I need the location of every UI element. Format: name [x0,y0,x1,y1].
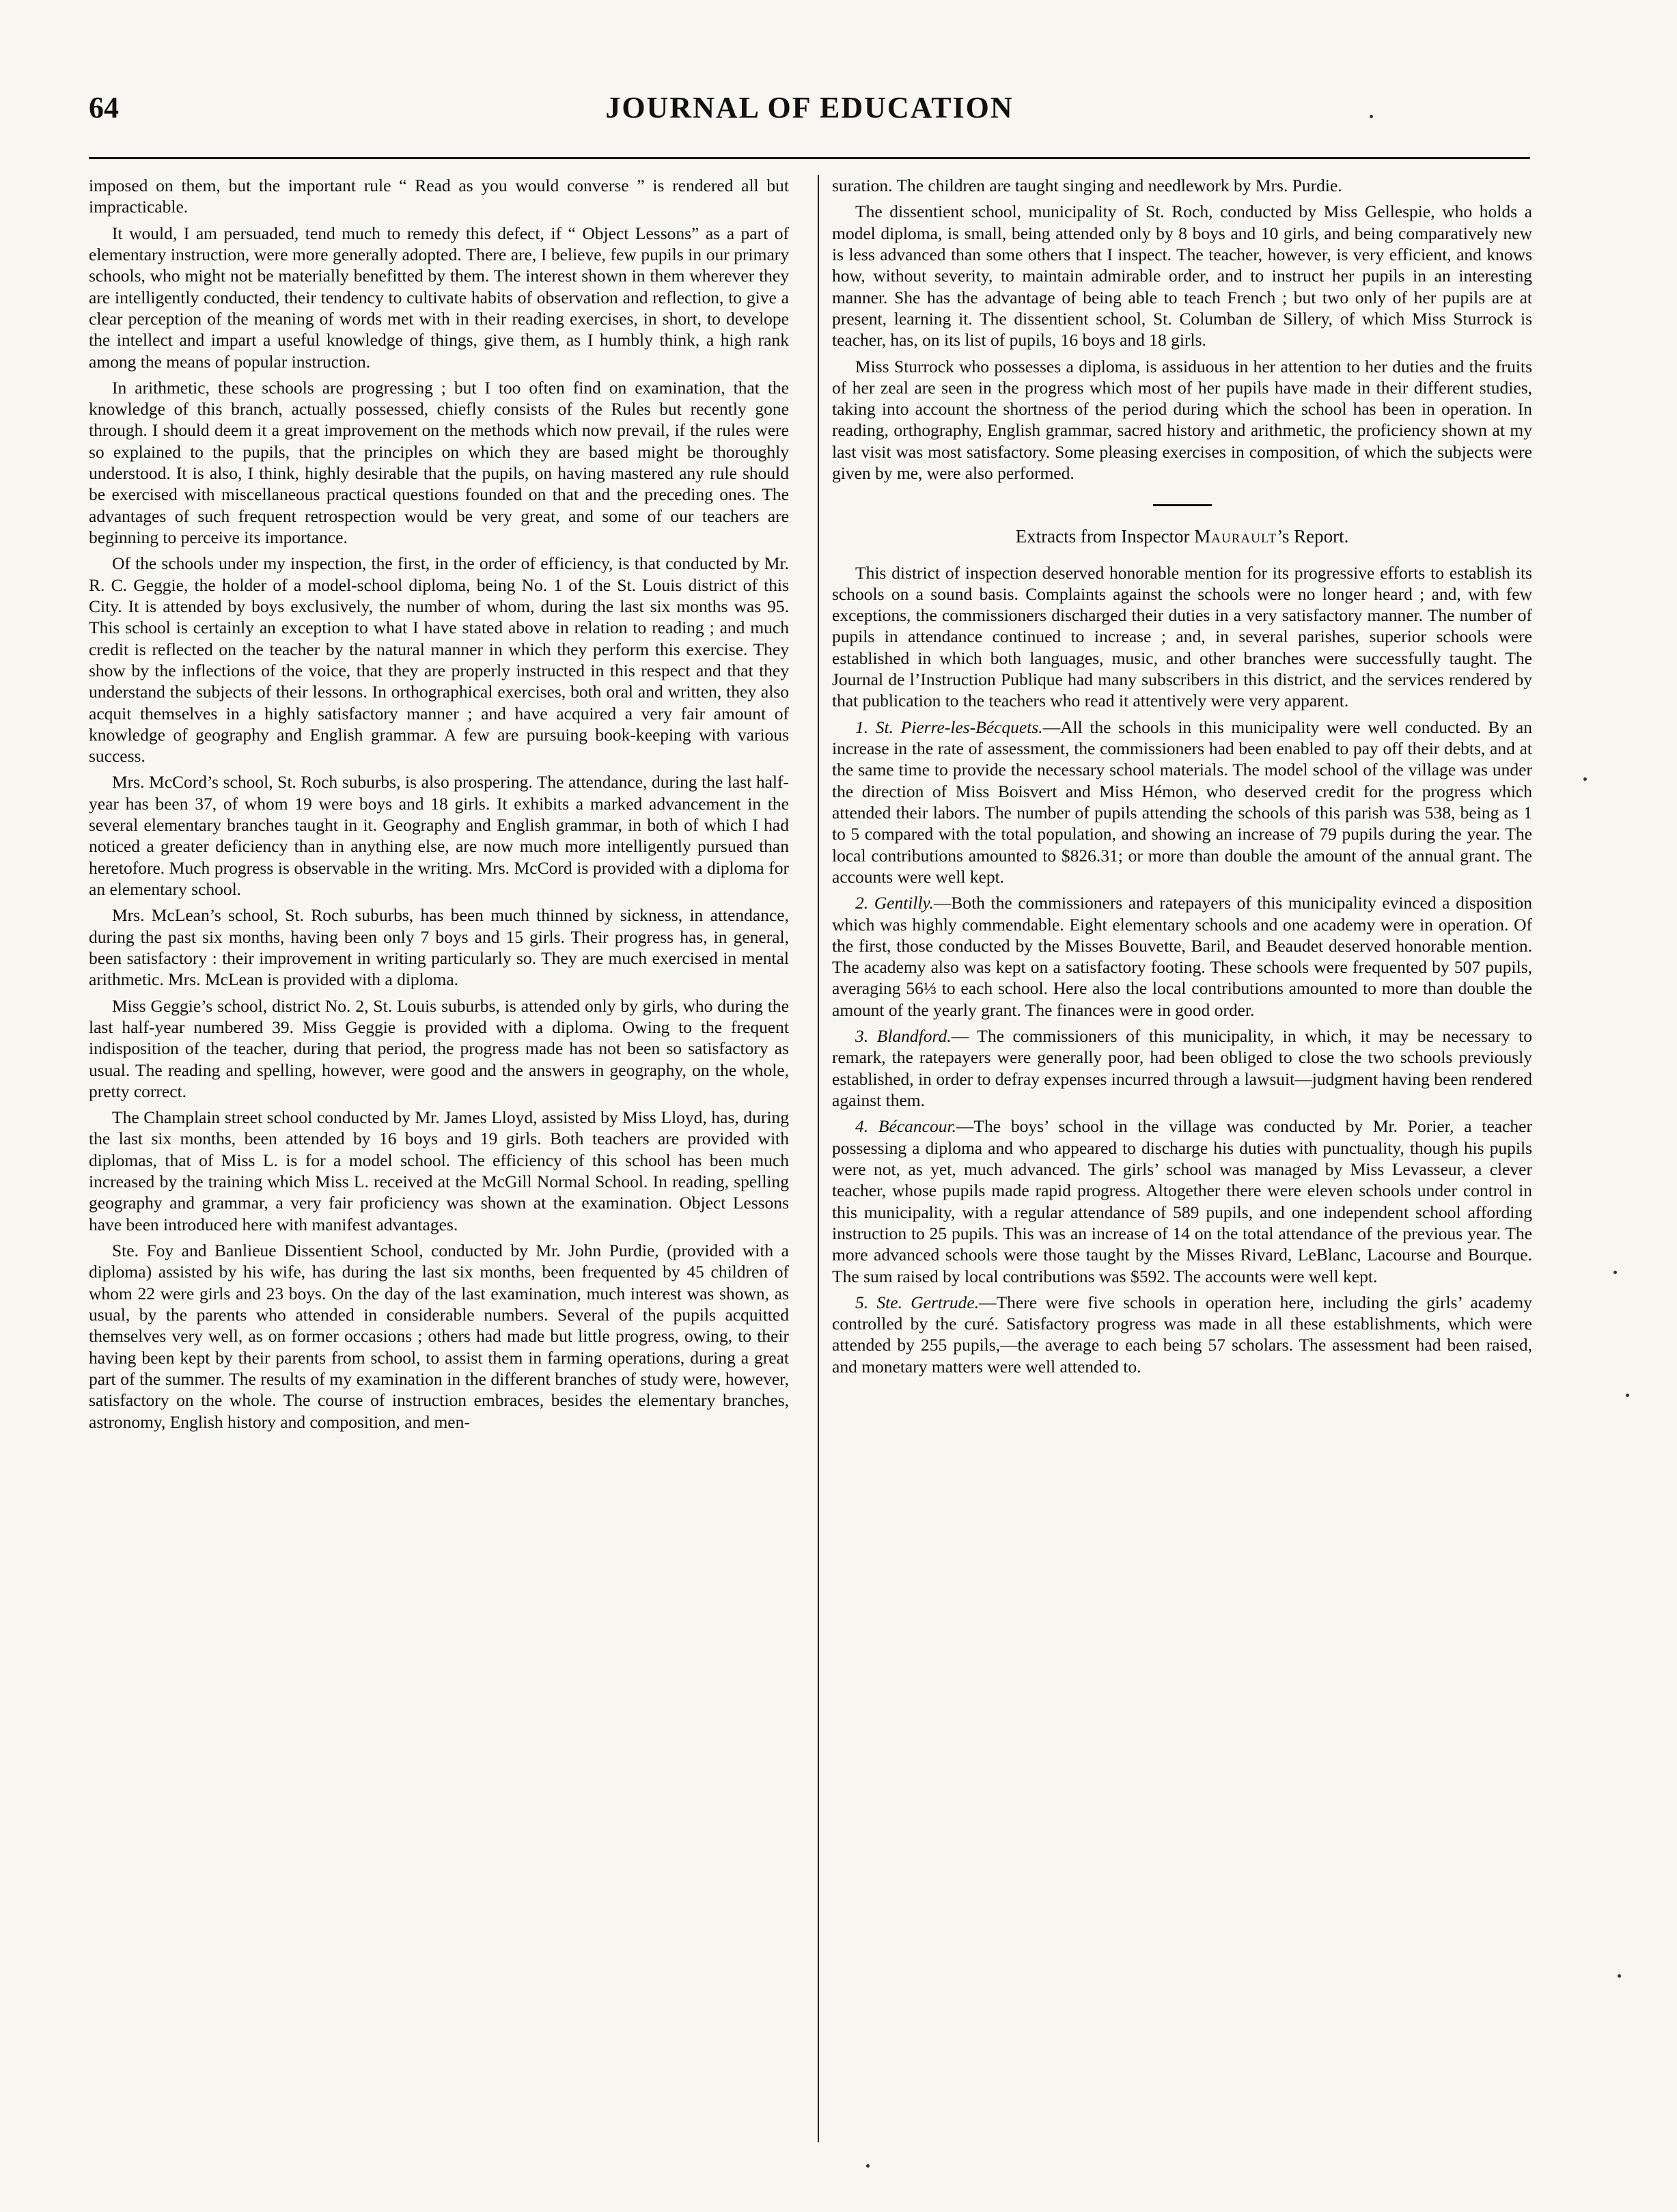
running-title: JOURNAL OF EDUCATION [605,91,1014,124]
paragraph-text: This district of inspection deserved honorable mention for its progressive efforts to establish its schools on a sound basis. Complaints against the schools were no longer heard ; and, with few exceptions, the commissioners discharged their duties in a very satisfactory manner. The number of pupils in attendance continued to increase ; and, in several parishes, superior schools were established in which both languages, music, and other branches were successfully taught. The Journal de l’Instruction Publique had many subscribers in this district, and the services rendered by that publication to the teachers who read it attentively were very apparent. [832,562,1532,711]
print-speck [1583,777,1587,781]
right-column [832,175,1532,1382]
paragraph: imposed on them, but the important rule “ Read as you would converse ” is rendered all but impracticable. [89,176,789,217]
numbered-paragraph [832,1292,1532,1377]
paragraph-lead: 2. Gentilly. [855,893,934,913]
header-rule [89,157,1530,159]
paragraph-text: —Both the commissioners and ratepayers of this municipality evinced a disposition which was highly commendable. Eight elementary schools and one academy were in operation. Of the first, those conducted by the Misses Bouvette, Baril, and Beaudet deserved honorable mention. The academy also was kept on a satisfactory footing. These schools were frequented by 507 pupils, averaging 56⅓ to each school. Here also the local contributions amounted to more than double the amount of the yearly grant. The finances were in good order. [832,893,1533,1020]
paragraph: suration. The children are taught singing and needlework by Mrs. Purdie. [832,176,1342,195]
numbered-paragraph [832,892,1532,1021]
paragraph-lead: 5. Ste. Gertrude. [855,1292,980,1312]
print-speck [1618,1974,1621,1978]
page-header [89,90,1530,138]
numbered-paragraph [832,1116,1532,1287]
numbered-paragraph [832,1025,1532,1111]
paragraph-lead: 3. Blandford. [855,1026,952,1047]
page-number: 64 [89,91,119,124]
paragraph: Mrs. McLean’s school, St. Roch suburbs, has been much thinned by sickness, in attendance, during the past six months, having been only 7 boys and 15 girls. Their progress has, in general, been satisfactory : their improvement in writing particularly so. They are much exercised in mental arithmetic. Mrs. McLean is provided with a diploma. [89,905,789,990]
print-speck [866,2164,870,2168]
numbered-paragraph [832,717,1532,888]
print-speck [1613,1271,1617,1274]
paragraph-text: —There were five schools in operation here, including the girls’ academy controlled by the curé. Satisfactory progress was made in all these establishments, which were attended by 255 pupils,—the average to each being 57 scholars. The assessment had been raised, and monetary matters were well attended to. [832,1292,1533,1377]
inspector-name: Maurault [1194,526,1277,547]
section-heading [832,525,1532,548]
paragraph-lead: 1. St. Pierre-les-Bécquets. [855,717,1043,737]
paragraph: Miss Sturrock who possesses a diploma, is assiduous in her attention to her duties and the fruits of her zeal are seen in the progress which most of her pupils have made in their different studies, taking into account the shortness of the period during which the school has been in operation. In reading, orthography, English grammar, sacred history and arithmetic, the proficiency shown at my last visit was most satisfactory. Some pleasing exercises in composition, of which the subjects were given by me, were also performed. [832,356,1532,484]
heading-suffix: ’s Report. [1277,526,1349,547]
paragraph [832,562,1532,712]
paragraph: The Champlain street school conducted by Mr. James Lloyd, assisted by Miss Lloyd, has, during the last six months, been attended by 16 boys and 19 girls. Both teachers are provided with diplomas, that of Miss L. is for a model school. The efficiency of this school has been much increased by the training which Miss L. received at the McGill Normal School. In reading, spelling geography and grammar, a very fair proficiency was shown at the examination. Object Lessons have been introduced here with manifest advantages. [89,1107,789,1234]
print-speck [1370,115,1373,118]
paragraph: Ste. Foy and Banlieue Dissentient School, conducted by Mr. John Purdie, (provided with a diploma) assisted by his wife, has during the last six months, been frequented by 45 children of whom 22 were girls and 23 boys. On the day of the last examination, much interest was shown, as usual, by the parents who attended in considerable numbers. Several of the pupils acquitted themselves very well, as on former occasions ; others had made but little progress, owing, to their having been kept by their parents from school, to assist them in farming operations, during a great part of the summer. The results of my examination in the different branches of study were, however, satisfactory on the whole. The course of instruction embraces, besides the elementary branches, astronomy, English history and composition, and men- [89,1241,789,1432]
paragraph-text: — The commissioners of this municipality, in which, it may be necessary to remark, the ratepayers were generally poor, had been obliged to close the two schools previously established, in order to defray expenses incurred through a lawsuit—judgment having been rendered against them. [832,1026,1532,1111]
paragraph-lead: 4. Bécancour. [855,1116,956,1137]
left-column [89,175,789,1437]
column-divider [818,175,819,2142]
paragraph: Miss Geggie’s school, district No. 2, St. Louis suburbs, is attended only by girls, who during the last half-year numbered 39. Miss Geggie is provided with a diploma. Owing to the frequent indisposition of the teacher, during that period, the progress made has not been so satisfactory as usual. The reading and spelling, however, were good and the answers in geography, on the whole, pretty correct. [89,995,789,1101]
paragraph: Mrs. McCord’s school, St. Roch suburbs, is also prospering. The attendance, during the last half-year has been 37, of whom 19 were boys and 18 girls. It exhibits a marked advancement in the several elementary branches taught in it. Geography and English grammar, in both of which I had noticed a greater deficiency than in anything else, are now much more intelligently pursued than heretofore. Much progress is observable in the writing. Mrs. McCord is provided with a diploma for an elementary school. [89,772,789,899]
print-speck [1626,1394,1629,1397]
paragraph: In arithmetic, these schools are progressing ; but I too often find on examination, that the knowledge of this branch, actually possessed, chiefly consists of the Rules but recently gone through. I should deem it a great improvement on the methods which now prevail, if the rules were so explained to the pupils, that the principles on which they are based might be thoroughly understood. It is also, I think, highly desirable that the pupils, on having mastered any rule should be exercised with miscellaneous practical questions founded on that and the preceding ones. The advantages of such frequent retrospection would be very great, and some of our teachers are beginning to perceive its importance. [89,377,789,547]
paragraph: It would, I am persuaded, tend much to remedy this defect, if “ Object Lessons” as a part of elementary instruction, were more generally adopted. There are, I believe, few pupils in our primary schools, who might not be materially benefitted by them. The interest shown in them wherever they are intelligently conducted, their tendency to cultivate habits of observation and reflection, to give a clear perception of the meaning of words met with in their reading exercises, in short, to develope the intellect and impart a useful knowledge of things, give them, as I humbly think, a high rank among the means of popular instruction. [89,223,789,372]
heading-prefix: Extracts from Inspector [1015,526,1190,547]
paragraph: Of the schools under my inspection, the first, in the order of efficiency, is that conducted by Mr. R. C. Geggie, the holder of a model-school diploma, being No. 1 of the St. Louis district of this City. It is attended by boys exclusively, the number of whom, during the last six months was 95. This school is certainly an exception to what I have stated above in relation to reading ; and much credit is reflected on the teacher by the natural manner in which they perform this exercise. They show by the inflections of the voice, that they are properly instructed in this respect and that they understand the subjects of their lessons. In orthographical exercises, both oral and written, they also acquit themselves in a highly satisfactory manner ; and have acquired a very fair amount of knowledge of geography and English grammar. A few are pursuing book-keeping with various success. [89,553,789,766]
paragraph-text: —The boys’ school in the village was conducted by Mr. Porier, a teacher possessing a diploma and who appeared to discharge his duties with punctuality, though his pupils were not, as yet, much advanced. The girls’ school was managed by Miss Levasseur, a clever teacher, whose pupils made rapid progress. Altogether there were eleven schools under control in this municipality, with a regular attendance of 589 pupils, and one independent school affording instruction to 25 pupils. This was an increase of 14 on the total attendance of the previous year. The more advanced schools were those taught by the Misses Rivard, LeBlanc, Lacourse and Bourque. The sum raised by local contributions was $592. The accounts were well kept. [832,1116,1532,1286]
section-divider [1153,504,1212,506]
paragraph: The dissentient school, municipality of St. Roch, conducted by Miss Gellespie, who holds a model diploma, is small, being attended only by 8 boys and 10 girls, and being comparatively new is less advanced than some others that I inspect. The teacher, however, is very efficient, and knows how, without severity, to maintain admirable order, and to instruct her pupils in an interesting manner. She has the advantage of being able to teach French ; but two only of her pupils are at present, learning it. The dissentient school, St. Columban de Sillery, of which Miss Sturrock is teacher, has, on its list of pupils, 16 boys and 18 girls. [832,202,1532,350]
paragraph-text: —All the schools in this municipality were well conducted. By an increase in the rate of assessment, the commissioners had been enabled to pay off their debts, and at the same time to provide the necessary school materials. The model school of the village was under the direction of Miss Boisvert and Miss Hémon, who deserved credit for the progress which attended their labors. The number of pupils attending the schools of this parish was 538, being as 1 to 5 compared with the total population, and showing an increase of 79 pupils during the year. The local contributions amounted to $826.31; or more than double the amount of the annual grant. The accounts were well kept. [832,717,1532,887]
